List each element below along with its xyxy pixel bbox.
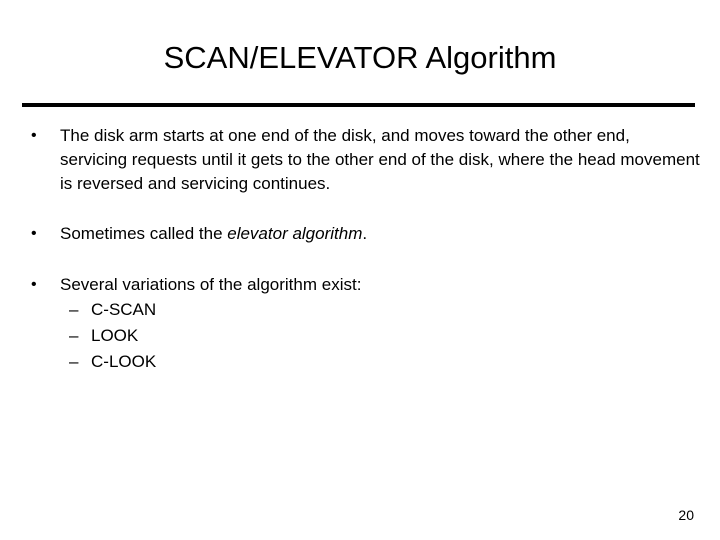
bullet-text [60, 222, 700, 246]
bullet-text-suffix: . [362, 224, 368, 243]
slide-title: SCAN/ELEVATOR Algorithm [163, 40, 557, 75]
bullet-text-emphasis: elevator algorithm [227, 224, 363, 243]
sub-marker: – [69, 326, 79, 345]
sub-item-text: LOOK [91, 326, 139, 345]
page-number: 20 [678, 507, 694, 523]
sub-marker: – [69, 300, 79, 319]
bullet-text: Several variations of the algorithm exist: [60, 275, 362, 294]
sub-item-c-scan [60, 297, 700, 323]
bullet-text: The disk arm starts at one end of the disk, and moves toward the other end, servicing requests until it gets to the other end of the disk, where the head movement is reversed and servicing continues. [60, 126, 700, 193]
bullet-marker: • [31, 127, 37, 144]
sub-item-text: C-SCAN [91, 300, 157, 319]
sub-item-look [60, 323, 700, 349]
bullet-text-prefix: Sometimes called the [60, 224, 228, 243]
sub-item-c-look [60, 349, 700, 375]
sub-marker: – [69, 352, 79, 371]
bullet-text-block [60, 273, 700, 375]
sub-list [60, 297, 700, 375]
bullet-marker: • [31, 225, 37, 242]
title-divider [22, 103, 695, 107]
sub-item-text: C-LOOK [91, 352, 157, 371]
bullet-marker: • [31, 276, 37, 293]
